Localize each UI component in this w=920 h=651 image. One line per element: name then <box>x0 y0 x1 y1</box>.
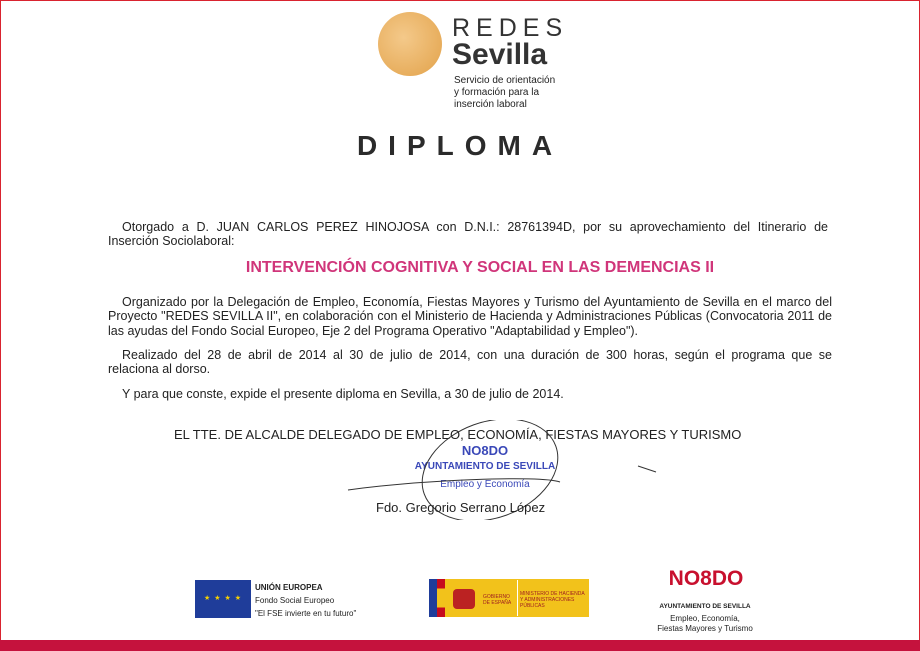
stamp-nodo: NO8DO <box>461 443 509 458</box>
organized-line: Proyecto "REDES SEVILLA II", en colaboración con el Ministerio de Hacienda y Administraciones Públicas (Convocatoria 2011 de <box>108 309 832 323</box>
spain-flag-icon <box>437 579 445 617</box>
spain-government-logo <box>429 579 589 617</box>
eu-fund: Fondo Social Europeo <box>255 596 335 605</box>
spain-ministerio: MINISTERIO DE HACIENDA Y ADMINISTRACIONES PÚBLICAS <box>520 591 585 609</box>
nodo-logo: NO8DO <box>668 567 744 590</box>
logo-sevilla: Sevilla <box>452 38 548 71</box>
tagline-line: y formación para la <box>454 87 540 98</box>
eu-slogan: "El FSE invierte en tu futuro" <box>255 609 357 618</box>
nodo-delegation-line: Empleo, Economía, <box>670 614 740 623</box>
dates-line: relaciona al dorso. <box>108 362 211 376</box>
eu-title: UNIÓN EUROPEA <box>255 583 323 592</box>
coat-of-arms-icon <box>453 589 475 609</box>
signer-name: Fdo. Gregorio Serrano López <box>376 500 546 515</box>
organized-line: Organizado por la Delegación de Empleo, Economía, Fiestas Mayores y Turismo del Ayuntamiento de Sevilla en el marco del <box>122 295 832 309</box>
eu-flag-icon: ★ ★ ★ ★ <box>195 580 251 618</box>
awarded-line: Otorgado a D. JUAN CARLOS PEREZ HINOJOSA con D.N.I.: 28761394D, por su aprovechamiento del Itinerario de <box>122 220 828 234</box>
logo-redes: REDES <box>452 14 569 42</box>
dates-line: Realizado del 28 de abril de 2014 al 30 de julio de 2014, con una duración de 300 horas, según el programa que se <box>122 348 832 362</box>
eu-strip-icon <box>429 579 437 617</box>
diploma-title: DIPLOMA <box>356 130 564 161</box>
organized-line: las ayudas del Fondo Social Europeo, Eje 2 del Programa Operativo "Adaptabilidad y Empleo"). <box>108 324 639 338</box>
signatory-title: EL TTE. DE ALCALDE DELEGADO DE EMPLEO, ECONOMÍA, FIESTAS MAYORES Y TURISMO <box>174 427 742 442</box>
eu-text <box>255 581 356 620</box>
stamp-ayuntamiento: AYUNTAMIENTO DE SEVILLA <box>414 461 556 472</box>
issued-line: Y para que conste, expide el presente diploma en Sevilla, a 30 de julio de 2014. <box>122 387 564 401</box>
redes-logo-icon <box>378 12 442 76</box>
tagline-line: inserción laboral <box>454 99 527 110</box>
footer-band <box>0 640 920 651</box>
course-title: INTERVENCIÓN COGNITIVA Y SOCIAL EN LAS DEMENCIAS II <box>245 259 715 276</box>
nodo-delegation <box>640 614 770 634</box>
logo-tagline <box>454 75 564 111</box>
nodo-ayuntamiento: AYUNTAMIENTO DE SEVILLA <box>659 603 751 610</box>
stamp-empleo: Empleo y Economía <box>440 479 530 490</box>
tagline-line: Servicio de orientación <box>454 75 556 86</box>
spain-gobierno: GOBIERNO DE ESPAÑA <box>483 594 512 606</box>
awarded-line: Inserción Sociolaboral: <box>108 234 235 248</box>
nodo-delegation-line: Fiestas Mayores y Turismo <box>657 624 753 633</box>
